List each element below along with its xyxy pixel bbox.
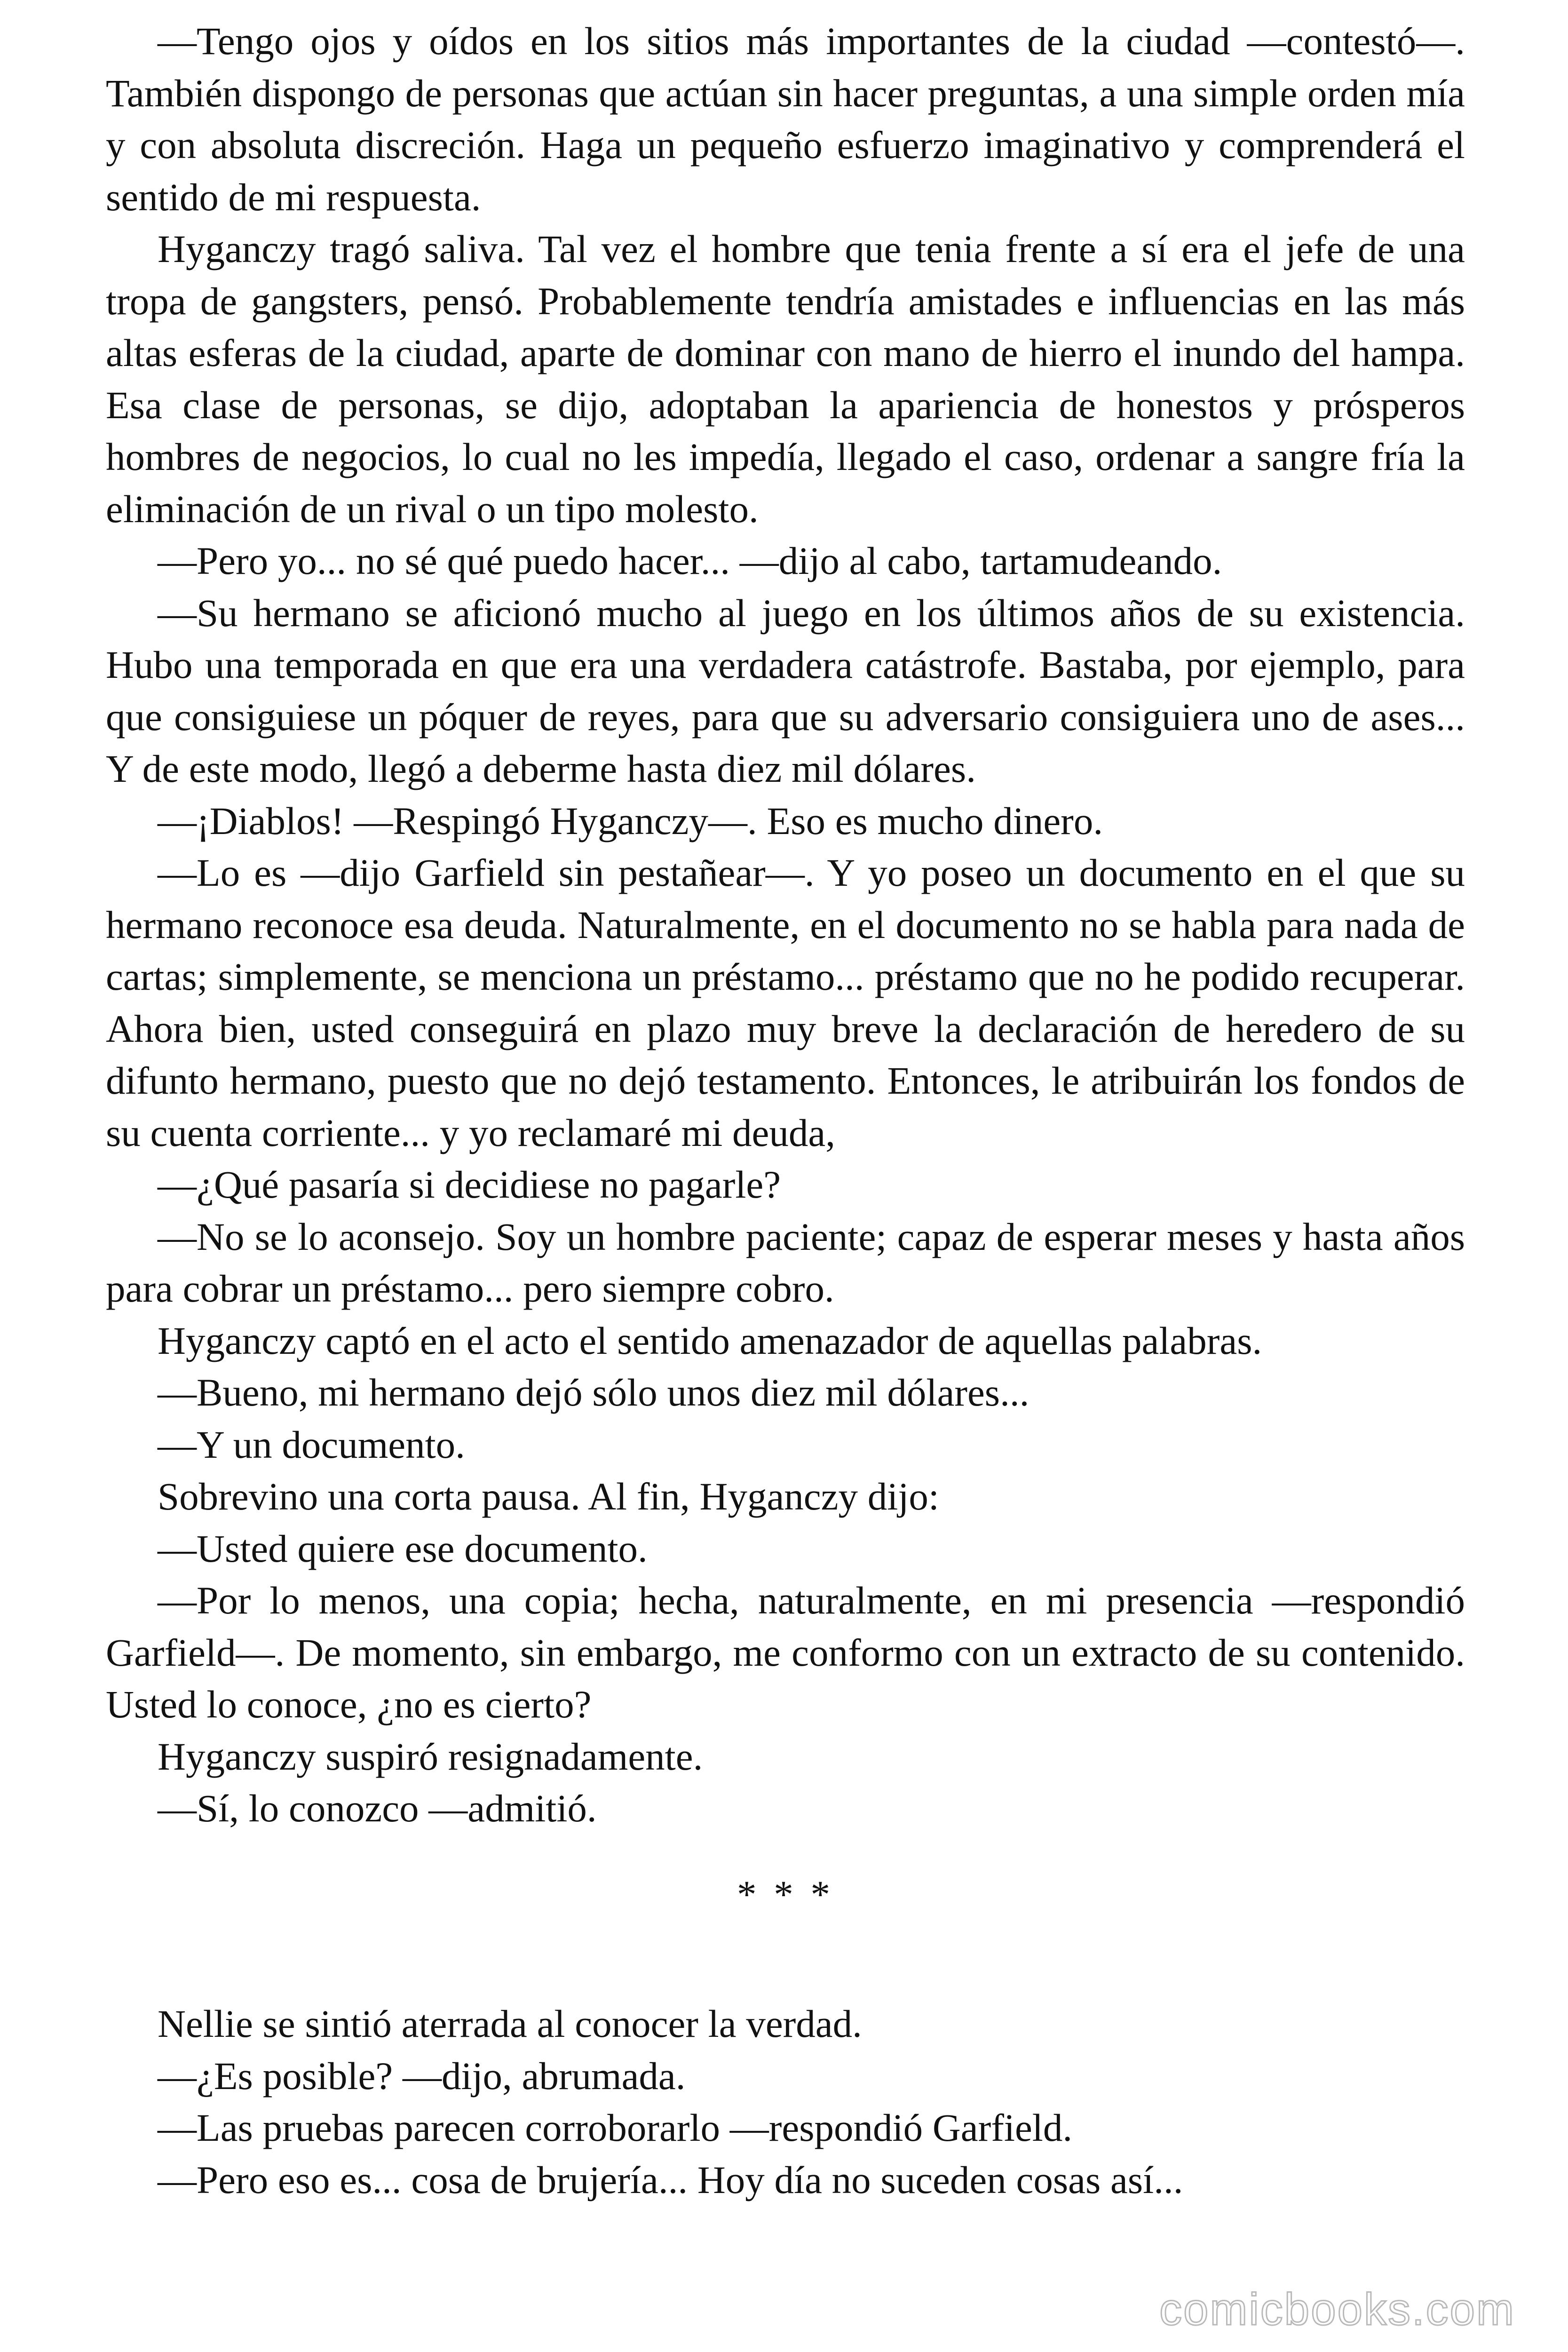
scene-break: * * *: [737, 1872, 834, 1916]
paragraph: —¿Qué pasaría si decidiese no pagarle?: [158, 1163, 781, 1206]
watermark: comicbooks.com: [1159, 2284, 1515, 2335]
paragraph: Nellie se sintió aterrada al conocer la verdad.: [158, 2002, 862, 2045]
paragraph: —Por lo menos, una copia; hecha, naturalmente, en mi presencia —respondió Garfield—. De momento, sin embargo, me conformo con un extracto de su contenido. Usted lo conoce, ¿no es cierto?: [106, 1579, 1465, 1726]
paragraph: —Bueno, mi hermano dejó sólo unos diez mil dólares...: [158, 1371, 1029, 1414]
paragraph: —Sí, lo conozco —admitió.: [158, 1787, 597, 1830]
paragraph: —Lo es —dijo Garfield sin pestañear—. Y yo poseo un documento en el que su hermano reconoce esa deuda. Naturalmente, en el documento no se habla para nada de cartas; simplemente, se menciona un préstamo... préstamo que no he podido recuperar. Ahora bien, usted conseguirá en plazo muy breve la declaración de heredero de su difunto hermano, puesto que no dejó testamento. Entonces, le atribuirán los fondos de su cuenta corriente... y yo reclamaré mi deuda,: [106, 851, 1465, 1154]
paragraph: —No se lo aconsejo. Soy un hombre paciente; capaz de esperar meses y hasta años para cobrar un préstamo... pero siempre cobro.: [106, 1215, 1465, 1310]
paragraph: —¡Diablos! —Respingó Hyganczy—. Eso es mucho dinero.: [158, 799, 1103, 842]
text-column: [106, 15, 1465, 2206]
paragraph: —Las pruebas parecen corroborarlo —respondió Garfield.: [158, 2106, 1073, 2149]
paragraph: —Y un documento.: [158, 1422, 465, 1466]
paragraph: —Pero yo... no sé qué puedo hacer... —dijo al cabo, tartamudeando.: [158, 539, 1222, 582]
paragraph: —Tengo ojos y oídos en los sitios más importantes de la ciudad —contestó—. También dispongo de personas que actúan sin hacer preguntas, a una simple orden mía y con absoluta discreción. Haga un pequeño esfuerzo imaginativo y comprenderá el sentido de mi respuesta.: [106, 19, 1465, 219]
paragraph: Hyganczy suspiró resignadamente.: [158, 1734, 703, 1778]
paragraph: Sobrevino una corta pausa. Al fin, Hyganczy dijo:: [158, 1475, 939, 1518]
paragraph: —Usted quiere ese documento.: [158, 1526, 648, 1570]
paragraph: —¿Es posible? —dijo, abrumada.: [158, 2054, 686, 2098]
paragraph: —Pero eso es... cosa de brujería... Hoy día no suceden cosas así...: [158, 2158, 1183, 2201]
paragraph: Hyganczy captó en el acto el sentido amenazador de aquellas palabras.: [158, 1319, 1262, 1362]
paragraph: Hyganczy tragó saliva. Tal vez el hombre que tenia frente a sí era el jefe de una tropa de gangsters, pensó. Probablemente tendría amistades e influencias en las más altas esferas de la ciudad, aparte de dominar con mano de hierro el inundo del hampa. Esa clase de personas, se dijo, adoptaban la apariencia de honestos y prósperos hombres de negocios, lo cual no les impedía, llegado el caso, ordenar a sangre fría la eliminación de un rival o un tipo molesto.: [106, 227, 1465, 531]
paragraph: —Su hermano se aficionó mucho al juego en los últimos años de su existencia. Hubo una temporada en que era una verdadera catástrofe. Bastaba, por ejemplo, para que consiguiese un póquer de reyes, para que su adversario consiguiera uno de ases... Y de este modo, llegó a deberme hasta diez mil dólares.: [106, 591, 1465, 790]
